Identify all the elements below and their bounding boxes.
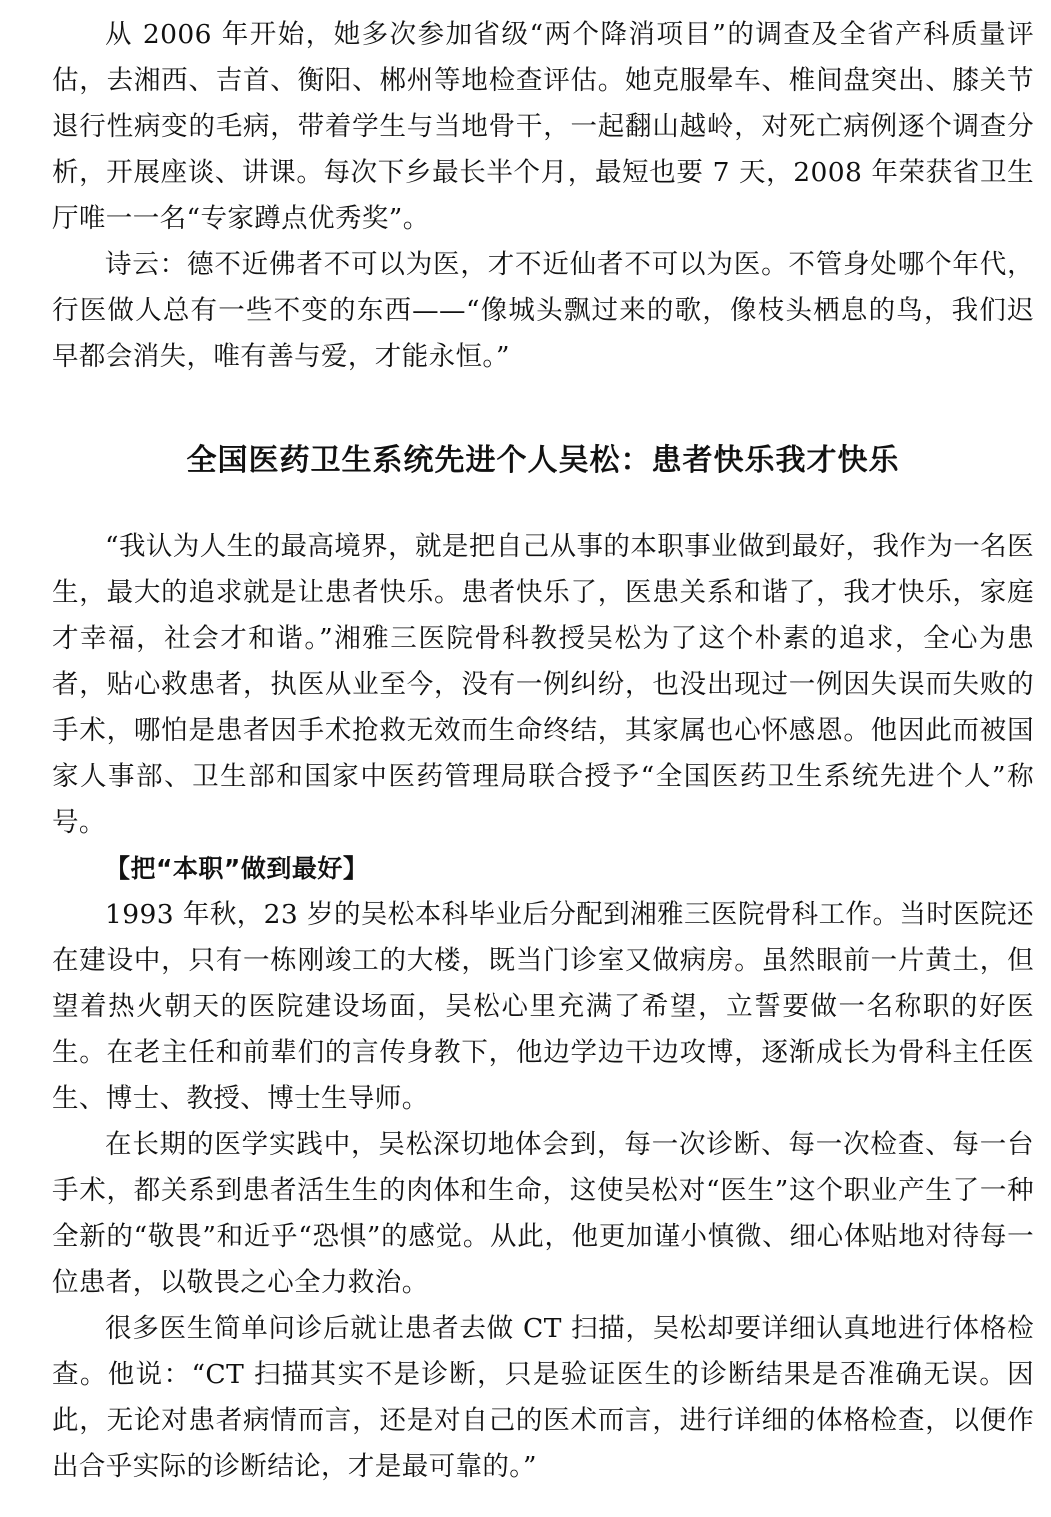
paragraph: 很多医生简单问诊后就让患者去做 CT 扫描，吴松却要详细认真地进行体格检查。他说：“CT 扫描其实不是诊断，只是验证医生的诊断结果是否准确无误。因此，无论对患者病情而言，还是对自己的医术而言，进行详细的体格检查，以便作出合乎实际的诊断结论，才是最可靠的。” (52, 1313, 1034, 1482)
document-page (52, 12, 1034, 1490)
paragraph: 在长期的医学实践中，吴松深切地体会到，每一次诊断、每一次检查、每一台手术，都关系到患者活生生的肉体和生命，这使吴松对“医生”这个职业产生了一种全新的“敬畏”和近乎“恐惧”的感觉。从此，他更加谨小慎微、细心体贴地对待每一位患者，以敬畏之心全力救治。 (52, 1129, 1034, 1298)
article-title: 全国医药卫生系统先进个人吴松：患者快乐我才快乐 (186, 443, 900, 478)
section-subheading: 【把“本职”做到最好】 (105, 854, 369, 883)
paragraph: 诗云：德不近佛者不可以为医，才不近仙者不可以为医。不管身处哪个年代，行医做人总有一些不变的东西——“像城头飘过来的歌，像枝头栖息的鸟，我们迟早都会消失，唯有善与爱，才能永恒。” (52, 249, 1034, 372)
paragraph: 从 2006 年开始，她多次参加省级“两个降消项目”的调查及全省产科质量评估，去湘西、吉首、衡阳、郴州等地检查评估。她克服晕车、椎间盘突出、膝关节退行性病变的毛病，带着学生与当地骨干，一起翻山越岭，对死亡病例逐个调查分析，开展座谈、讲课。每次下乡最长半个月，最短也要 7 天，2008 年荣获省卫生厅唯一一名“专家蹲点优秀奖”。 (52, 19, 1034, 234)
paragraph: “我认为人生的最高境界，就是把自己从事的本职事业做到最好，我作为一名医生，最大的追求就是让患者快乐。患者快乐了，医患关系和谐了，我才快乐，家庭才幸福，社会才和谐。”湘雅三医院骨科教授吴松为了这个朴素的追求，全心为患者，贴心救患者，执医从业至今，没有一例纠纷，也没出现过一例因失误而失败的手术，哪怕是患者因手术抢救无效而生命终结，其家属也心怀感恩。他因此而被国家人事部、卫生部和国家中医药管理局联合授予“全国医药卫生系统先进个人”称号。 (52, 531, 1034, 838)
paragraph: 1993 年秋，23 岁的吴松本科毕业后分配到湘雅三医院骨科工作。当时医院还在建设中，只有一栋刚竣工的大楼，既当门诊室又做病房。虽然眼前一片黄土，但望着热火朝天的医院建设场面，吴松心里充满了希望，立誓要做一名称职的好医生。在老主任和前辈们的言传身教下，他边学边干边攻博，逐渐成长为骨科主任医生、博士、教授、博士生导师。 (52, 899, 1034, 1114)
